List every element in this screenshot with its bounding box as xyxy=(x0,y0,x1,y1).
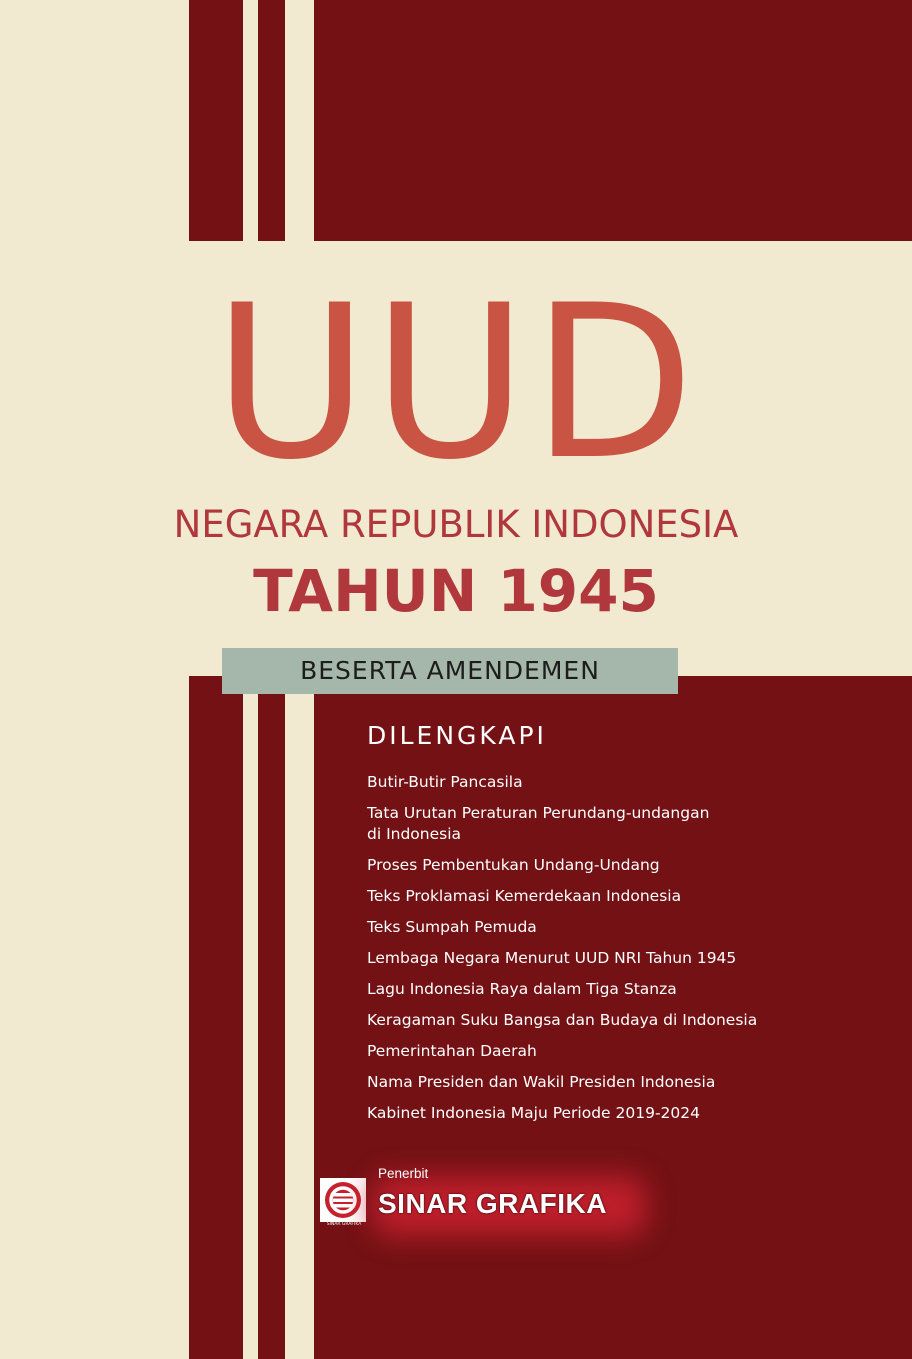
logo-caption: SINAR GRAFIKA xyxy=(326,1222,362,1227)
contents-item: Lagu Indonesia Raya dalam Tiga Stanza xyxy=(367,980,677,998)
publisher-name: SINAR GRAFIKA xyxy=(378,1188,607,1219)
bottom-stripe-light-1 xyxy=(243,676,258,1359)
contents-item: Butir-Butir Pancasila xyxy=(367,773,523,791)
title-negara-republik-indonesia: NEGARA REPUBLIK INDONESIA xyxy=(173,503,739,546)
top-stripe-light-2 xyxy=(285,0,314,241)
contents-item: Teks Sumpah Pemuda xyxy=(367,918,537,936)
publisher-label: Penerbit xyxy=(378,1166,429,1181)
title-uud: UUD xyxy=(213,259,699,506)
beserta-amendemen-badge: BESERTA AMENDEMEN xyxy=(222,648,678,694)
dilengkapi-heading: DILENGKAPI xyxy=(367,721,547,750)
contents-item: Nama Presiden dan Wakil Presiden Indonesia xyxy=(367,1073,716,1091)
contents-item: Pemerintahan Daerah xyxy=(367,1042,537,1060)
top-stripe-light-1 xyxy=(243,0,258,241)
contents-item: Tata Urutan Peraturan Perundang-undangan di Indonesia xyxy=(367,804,710,843)
contents-item: Keragaman Suku Bangsa dan Budaya di Indonesia xyxy=(367,1011,758,1029)
contents-list xyxy=(367,772,887,1134)
contents-item: Lembaga Negara Menurut UUD NRI Tahun 1945 xyxy=(367,949,737,967)
contents-item: Proses Pembentukan Undang-Undang xyxy=(367,856,660,874)
title-tahun-1945: TAHUN 1945 xyxy=(253,557,659,625)
bottom-stripe-light-2 xyxy=(285,676,314,1359)
sinar-grafika-logo-icon xyxy=(320,1178,366,1226)
contents-item: Teks Proklamasi Kemerdekaan Indonesia xyxy=(367,887,682,905)
contents-item: Kabinet Indonesia Maju Periode 2019-2024 xyxy=(367,1104,700,1122)
